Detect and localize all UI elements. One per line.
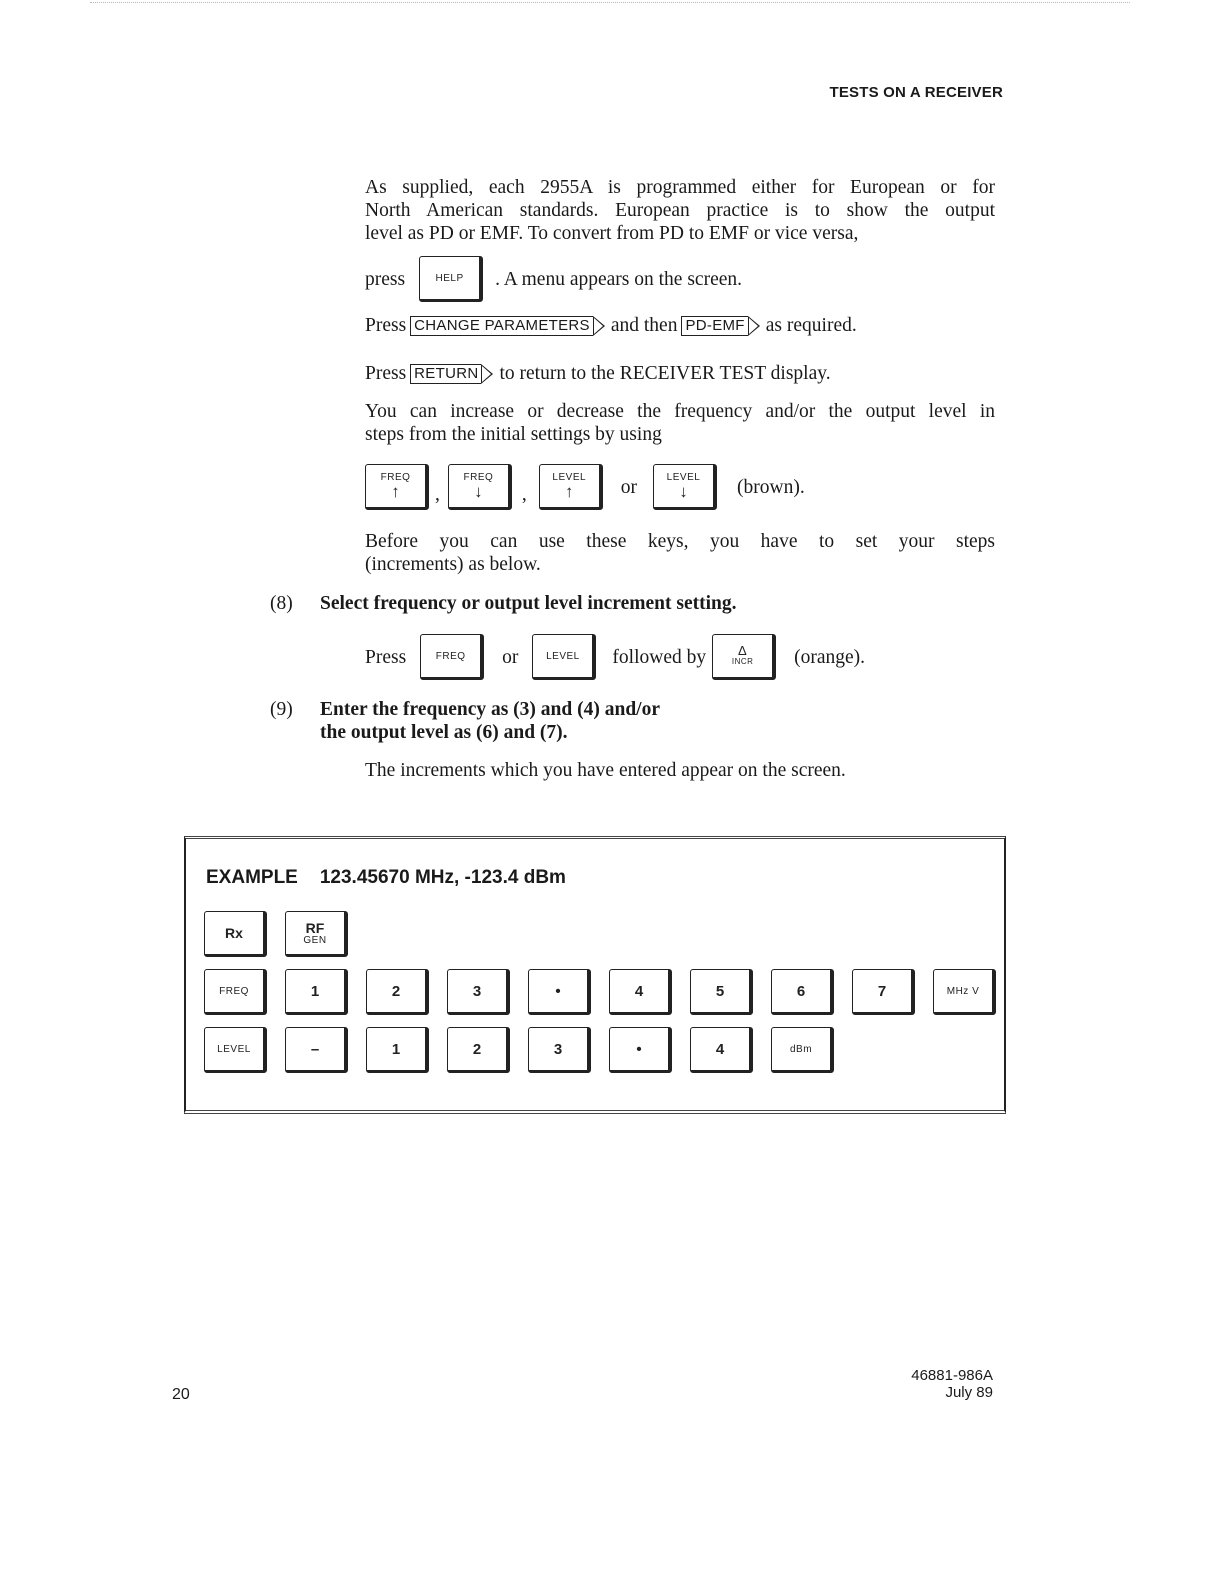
rf-gen-key[interactable]: RF GEN <box>285 911 348 957</box>
level-key[interactable]: LEVEL <box>532 634 596 680</box>
arrow-up-icon: ↑ <box>391 482 400 501</box>
digit-key[interactable]: 2 <box>447 1027 510 1073</box>
press-return-line: Press RETURN to return to the RECEIVER TEST display. <box>365 363 831 384</box>
freq-key[interactable]: FREQ <box>204 969 267 1015</box>
digit-key[interactable]: 7 <box>852 969 915 1015</box>
mhz-v-key[interactable]: MHz V <box>933 969 996 1015</box>
press-help-line: press HELP . A menu appears on the screen. <box>365 256 742 302</box>
example-title: EXAMPLE 123.45670 MHz, -123.4 dBm <box>206 867 566 888</box>
step-9-title-line1: Enter the frequency as (3) and (4) and/or <box>320 699 660 720</box>
minus-key[interactable]: – <box>285 1027 348 1073</box>
level-up-key[interactable]: LEVEL ↑ <box>539 464 603 510</box>
change-parameters-softkey[interactable]: CHANGE PARAMETERS <box>410 316 605 336</box>
digit-key[interactable]: 6 <box>771 969 834 1015</box>
scan-edge-dots <box>90 2 1130 7</box>
intro-paragraph: As supplied, each 2955A is programmed either for European or for North American standards. European practice is to show the output level as PD or EMF. To convert from PD to EMF or vice versa, <box>365 177 995 244</box>
increase-paragraph: You can increase or decrease the frequency and/or the output level in steps from the initial settings by using <box>365 401 995 445</box>
decimal-point-key[interactable]: • <box>609 1027 672 1073</box>
pd-emf-softkey[interactable]: PD-EMF <box>681 316 759 336</box>
digit-key[interactable]: 4 <box>690 1027 753 1073</box>
press-change-line: Press CHANGE PARAMETERS and then PD-EMF as required. <box>365 315 857 336</box>
arrow-down-icon: ↓ <box>474 482 483 501</box>
step-8-title: Select frequency or output level increment setting. <box>320 593 737 614</box>
step-9-title-line2: the output level as (6) and (7). <box>320 722 568 743</box>
decimal-point-key[interactable]: • <box>528 969 591 1015</box>
press-incr-line: Press FREQ or LEVEL followed by Δ INCR (orange). <box>365 634 865 680</box>
digit-key[interactable]: 5 <box>690 969 753 1015</box>
rx-key[interactable]: Rx <box>204 911 267 957</box>
dbm-key[interactable]: dBm <box>771 1027 834 1073</box>
before-paragraph: Before you can use these keys, you have to set your steps (increments) as below. <box>365 531 995 575</box>
example-row-3 <box>204 1027 834 1073</box>
return-softkey[interactable]: RETURN <box>410 364 493 384</box>
digit-key[interactable]: 1 <box>285 969 348 1015</box>
arrow-down-icon: ↓ <box>679 482 688 501</box>
digit-key[interactable]: 3 <box>447 969 510 1015</box>
page-header: TESTS ON A RECEIVER <box>829 84 1003 101</box>
digit-key[interactable]: 2 <box>366 969 429 1015</box>
digit-key[interactable]: 1 <box>366 1027 429 1073</box>
freq-key[interactable]: FREQ <box>420 634 484 680</box>
doc-reference: 46881-986A July 89 <box>911 1367 993 1401</box>
help-key[interactable]: HELP <box>419 256 483 302</box>
level-down-key[interactable]: LEVEL ↓ <box>653 464 717 510</box>
increments-note: The increments which you have entered appear on the screen. <box>365 760 846 781</box>
delta-incr-key[interactable]: Δ INCR <box>712 634 776 680</box>
arrow-up-icon: ↑ <box>565 482 574 501</box>
example-row-1 <box>204 911 348 957</box>
example-box <box>184 836 1006 1114</box>
digit-key[interactable]: 4 <box>609 969 672 1015</box>
example-row-2 <box>204 969 996 1015</box>
freq-up-key[interactable]: FREQ ↑ <box>365 464 429 510</box>
level-key[interactable]: LEVEL <box>204 1027 267 1073</box>
page-number: 20 <box>172 1386 190 1403</box>
step-8-number: (8) <box>270 593 293 614</box>
freq-down-key[interactable]: FREQ ↓ <box>448 464 512 510</box>
step-9-number: (9) <box>270 699 293 720</box>
delta-icon: Δ <box>738 643 748 658</box>
digit-key[interactable]: 3 <box>528 1027 591 1073</box>
step-keys-row: FREQ ↑ , FREQ ↓ , LEVEL ↑ or LEVEL ↓ (brown). <box>365 464 805 510</box>
